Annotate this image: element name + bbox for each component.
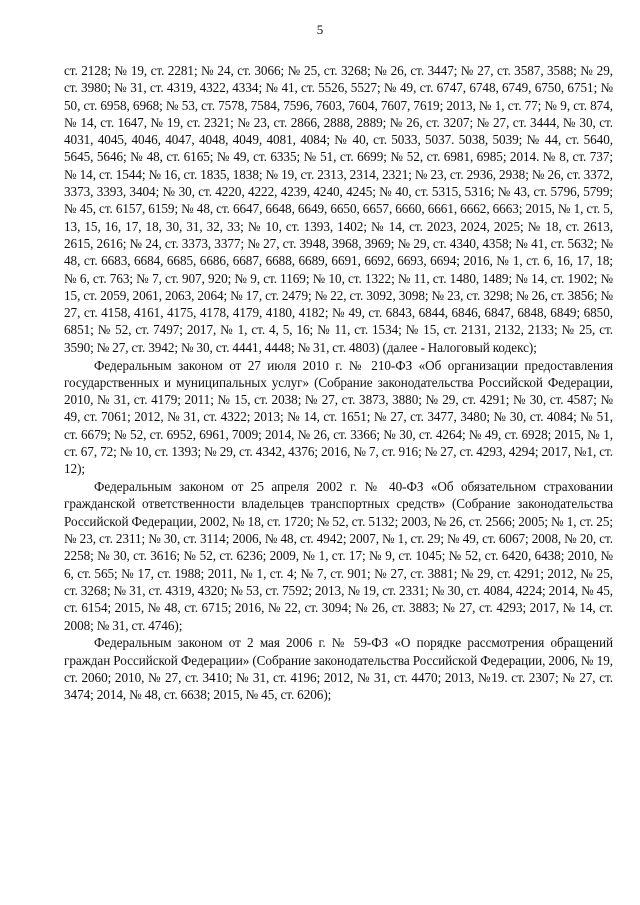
paragraph-law-40-fz: Федеральным законом от 25 апреля 2002 г. № 40-ФЗ «Об обязательном страховании гражданской ответственности владельцев транспортных средств» (Собрание законодательства Российской Федерации, 2002, № 18, ст. 1720; № 52, ст. 5132; 2003, № 26, ст. 2566; 2005; № 1, ст. 25; № 23, ст. 2311; № 30, ст. 3114; 2006, № 48, ст. 4942; 2007, № 1, ст. 29; № 49, ст. 6067; 2008, № 20, ст. 2258; № 30, ст. 3616; № 52, ст. 6236; 2009, № 1, ст. 17; № 9, ст. 1045; № 52, ст. 6420, 6438; 2010, № 6, ст. 565; № 17, ст. 1988; 2011, № 1, ст. 4; № 7, ст. 901; № 27, ст. 3881; № 29, ст. 4291; 2012, № 25, ст. 3268; № 31, ст. 4319, 4320; № 53, ст. 7592; 2013, № 19, ст. 2331; № 30, ст. 4084, 4224; 2014, № 45, ст. 6154; 2015, № 48, ст. 6715; 2016, № 22, ст. 3094; № 26, ст. 3883; № 27, ст. 4293; 2017, № 14, ст. 2008; № 31, ст. 4746); <box>64 479 613 633</box>
paragraph-law-210-fz: Федеральным законом от 27 июля 2010 г. № 210-ФЗ «Об организации предоставления государственных и муниципальных услуг» (Собрание законодательства Российской Федерации, 2010, № 31, ст. 4179; 2011; № 15, ст. 2038; № 27, ст. 3873, 3880; № 29, ст. 4291; № 30, ст. 4587; № 49, ст. 7061; 2012, № 31, ст. 4322; 2013; № 14, ст. 1651; № 27, ст. 3477, 3480; № 30, ст. 4084; № 51, ст. 6679; № 52, ст. 6952, 6961, 7009; 2014, № 26, ст. 3366; № 30, ст. 4264; № 49, ст. 6928; 2015, № 1, ст. 67, 72; № 10, ст. 1393; № 29, ст. 4342, 4376; 2016, № 7, ст. 916; № 27, ст. 4293, 4294; 2017, №1, ст. 12); <box>64 357 613 477</box>
paragraph-tax-code-citations: ст. 2128; № 19, ст. 2281; № 24, ст. 3066; № 25, ст. 3268; № 26, ст. 3447; № 27, ст. 3587, 3588; № 29, ст. 3980; № 31, ст. 4319, 4322, 4334; № 41, ст. 5526, 5527; № 49, ст. 6747, 6748, 6749, 6750, 6751; № 50, ст. 6958, 6968; № 53, ст. 7578, 7584, 7596, 7603, 7604, 7607, 7619; 2013, № 1, ст. 77; № 9, ст. 874, № 14, ст. 1647, № 19, ст. 2321; № 23, ст. 2866, 2888, 2889; № 26, ст. 3207; № 27, ст. 3444, № 30, ст. 4031, 4045, 4046, 4047, 4048, 4049, 4081, 4084; № 40, ст. 5033, 5037. 5038, 5039; № 44, ст. 5640, 5645, 5646; № 48, ст. 6165; № 49, ст. 6335; № 51, ст. 6699; № 52, ст. 6981, 6985; 2014. № 8, ст. 737; № 14, ст. 1544; № 16, ст. 1835, 1838; № 19, ст. 2313, 2314, 2321; № 23, ст. 2936, 2938; № 26, ст. 3372, 3373, 3393, 3404; № 30, ст. 4220, 4222, 4239, 4240, 4245; № 40, ст. 5315, 5316; № 43, ст. 5796, 5799; № 45, ст. 6157, 6159; № 48, ст. 6647, 6648, 6649, 6650, 6657, 6660, 6661, 6662, 6663; 2015, № 1, ст. 5, 13, 15, 16, 17, 18, 30, 31, 32, 33; № 10, ст. 1393, 1402; № 14, ст. 2023, 2024, 2025; № 18, ст. 2613, 2615, 2616; № 24, ст. 3373, 3377; № 27, ст. 3948, 3968, 3969; № 29, ст. 4340, 4358; № 41, ст. 5632; № 48, ст. 6683, 6684, 6685, 6686, 6687, 6688, 6689, 6691, 6692, 6693, 6694; 2016, № 1, ст. 6, 16, 17, 18; № 6, ст. 763; № 7, ст. 907, 920; № 9, ст. 1169; № 10, ст. 1322; № 11, ст. 1480, 1489; № 14, ст. 1902; № 15, ст. 2059, 2061, 2063, 2064; № 17, ст. 2479; № 22, ст. 3092, 3098; № 23, ст. 3298; № 26, ст. 3856; № 27, ст. 4158, 4161, 4175, 4178, 4179, 4180, 4182; № 49, ст. 6843, 6844, 6846, 6847, 6848, 6849; 6850, 6851; № 52, ст. 7497; 2017, № 1, ст. 4, 5, 16; № 11, ст. 1534; № 15, ст. 2131, 2132, 2133; № 25, ст. 3590; № 27, ст. 3942; № 30, ст. 4441, 4448; № 31, ст. 4803) (далее - Налоговый кодекс); <box>64 63 613 355</box>
page-number: 5 <box>316 22 324 37</box>
document-body <box>64 62 613 703</box>
paragraph-law-59-fz: Федеральным законом от 2 мая 2006 г. № 59-ФЗ «О порядке рассмотрения обращений граждан Российской Федерации» (Собрание законодательства Российской Федерации, 2006, № 19, ст. 2060; 2010, № 27, ст. 3410; № 31, ст. 4196; 2012, № 31, ст. 4470; 2013, №19. ст. 2307; № 27, ст. 3474; 2014, № 48, ст. 6638; 2015, № 45, ст. 6206); <box>64 635 613 703</box>
